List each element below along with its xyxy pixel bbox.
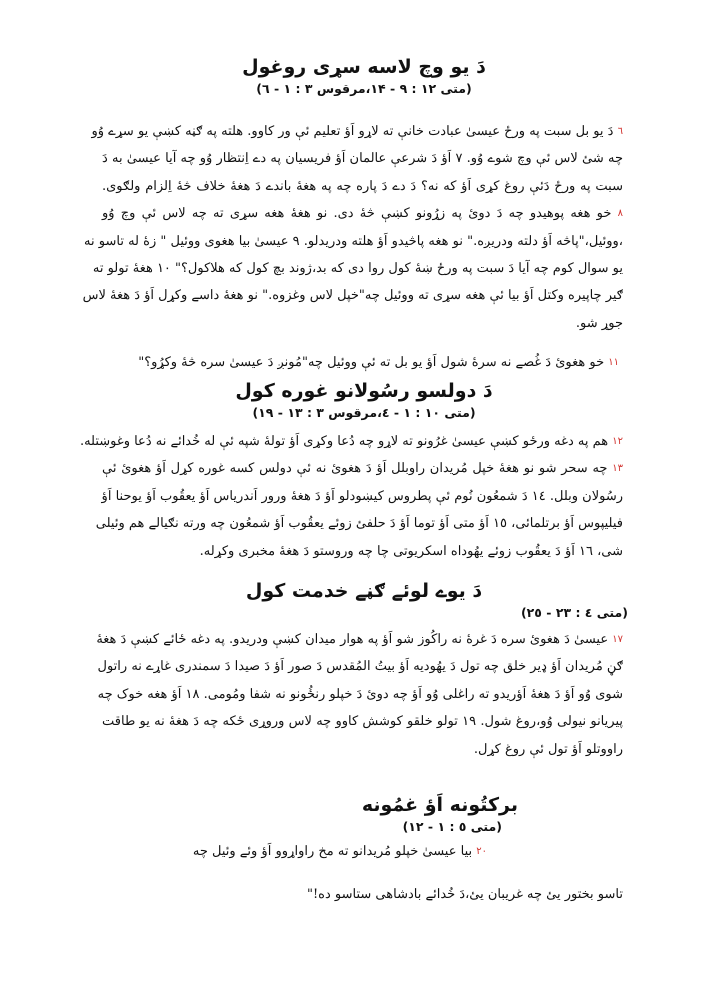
paragraph: [102, 349, 623, 376]
text-line: فیلیپوس اَؤ برتلمائی، ١٥ اَؤ متی اَؤ توما اَؤ دَ حلفئ زوئے یعقُوب اَؤ شمعُون چه ورته نګیالے هم وئیلی: [95, 516, 623, 532]
text-line: شی، ١٦ اَؤ دَ یعقُوب زوئے یهُوداه اسکریوتی چا چه وروستو دَ هغهٔ مخبری وکړله.: [199, 543, 623, 559]
text-line: یو سوال کوم چه آیا دَ سبت په ورځ ښهٔ کول روا دی که بد،ژوند بچ کول که هلاکول؟" ١٠ هغهٔ تولو ته: [92, 260, 623, 276]
verse-number: ١١: [608, 357, 619, 369]
verse-number: ٦: [617, 126, 623, 137]
verse-number: ٨: [617, 208, 623, 220]
verse-number: ١٣: [612, 463, 624, 475]
text-line: ١١ خو هغوئ دَ غُصے نه سرهٔ شول اَؤ یو بل ته ئې ووئیل چه"مُونږ دَ عیسیٰ سره څهٔ وکړُو؟": [138, 355, 619, 371]
text-line: ګڼ مُریدان اَؤ ډیر خلق چه تول دَ یهُودیه اَؤ بیتُ المُقدس دَ صور اَؤ دَ صیدا دَ سمندری غاړے نه راتول: [97, 659, 623, 675]
text-line: شوی وُو اَؤ دَ هغهٔ اَؤریدو ته راغلی وُو اَؤ چه دوئ دَ خپلو رنځُونو نه شفا ومُومی. ١٨ اَؤ هغه خوک چه: [97, 686, 623, 702]
section-4-body: [102, 838, 623, 909]
section-1-body: [82, 118, 623, 377]
scripture-reference: (متی ١٠ : ١ - ٤،مرقوس ٣ : ١٣ - ١٩): [252, 405, 476, 420]
text-line: ١٢ هم په دغه ورځو کښې عیسیٰ غرُونو ته لاړو چه دُعا وکړی اَؤ تولهٔ شپه ئې له خُدائے نه دُعا وغوښتله.: [79, 434, 623, 449]
section-2-body: [79, 428, 624, 565]
text-line: ،ووئیل،"پاڅه اَؤ دلته ودریږه." نو هغه پاڅیدو اَؤ هلته ودریدلو. ٩ عیسیٰ بیا هغوی ووئیل " زهٔ له تاسو نه: [84, 233, 623, 249]
text-line: رسُولان وبلل. ١٤ دَ شمعُون نُوم ئې پطروس کیښودلو اَؤ دَ هغهٔ ورور اَندریاس اَؤ یعقُوب اَؤ یوحنا اَؤ: [101, 488, 623, 504]
text-line: چه شئ لاس ئې وچ شوے وُو. ٧ اَؤ دَ شرعې عالمان اَؤ فریسیان په دے اِنتظار وُو چه آیا عیسیٰ به دَ: [102, 151, 623, 167]
section-2: [100, 378, 628, 422]
section-4: [100, 792, 628, 836]
text-line: ګیر چاپیره وکتل اَؤ بیا ئې هغه سړی ته ووئیل چه"خپل لاس وغزوه." نو هغهٔ داسے وکړل اَؤ دَ هغهٔ لاس: [82, 288, 623, 304]
text-line: ١٧ عیسیٰ دَ هغوئ سره دَ غرهٔ نه راکُوز شو اَؤ په هوار میدان کښې ودریدو. په دغه ځائے کښې دَ هغهٔ: [96, 632, 623, 647]
section-1: [100, 54, 628, 98]
section-heading: دَ یوے لوئے ګڼے خدمت کول: [245, 580, 483, 602]
text-line: جوړ شو.: [575, 315, 623, 331]
section-3-body: [96, 626, 623, 763]
text-line: تاسو بختور یئ چه غریبان یئ،دَ خُدائے بادشاهی ستاسو ده!": [306, 887, 623, 903]
text-line: سبت په ورځ دَئې روغ کړی اَؤ که نه؟ دَ دے دَ پاره چه په هغهٔ باندے دَ هغهٔ خلاف څهٔ اِلزام ولګوی.: [102, 178, 623, 194]
verse-number: ١٧: [612, 634, 623, 645]
section-3: [100, 578, 628, 622]
text-line: پیریانو نیولی وُو،روغ شول. ١٩ تولو خلقو کوشش کاوو چه لاس وروړی ځکه چه دَ هغهٔ نه یو طاقت: [102, 714, 623, 730]
scripture-reference: (متی ۱۲ : ۹ - ۱۴،مرقوس ۳ : ۱ - ٦): [256, 81, 472, 96]
scripture-reference: (متی ٥ : ١ - ١٢): [402, 819, 502, 834]
text-line: ٦ دَ یو بل سبت په ورځ عیسیٰ عبادت خانې ته لاړو اَؤ تعلیم ئې ور کاوو. هلته په ګڼه کښې یو سړے وُو: [91, 124, 623, 139]
text-line: ٨ خو هغه پوهیدو چه دَ دوئ په زړُونو کښې څهٔ دی. نو هغهٔ هغه سړی ته چه لاس ئې وچ وُو: [102, 206, 623, 222]
paragraph: [82, 118, 623, 337]
section-heading: دَ یو وچ لاسه سړی روغول: [242, 56, 486, 78]
section-heading: دَ دولسو رسُولانو غوره کول: [235, 380, 493, 402]
verse-number: ٢٠: [476, 846, 487, 857]
section-heading: برکتُونه اَؤ غمُونه: [361, 794, 518, 816]
verse-number: ١٢: [612, 436, 623, 447]
text-line: راووتلو اَؤ تول ئې روغ کړل.: [473, 741, 623, 757]
text-line: ٢٠ بیا عیسیٰ خپلو مُریدانو ته مخ راواړوو اَؤ وئے وئیل چه: [192, 844, 487, 859]
text-line: ١٣ چه سحر شو نو هغهٔ خپل مُریدان راوبلل اَؤ دَ هغوئ نه ئې دولس کسه غوره کړل اَؤ هغوئ ئې: [102, 461, 624, 477]
scripture-reference: (متی ٤ : ٢٣ - ٢٥): [520, 605, 628, 620]
